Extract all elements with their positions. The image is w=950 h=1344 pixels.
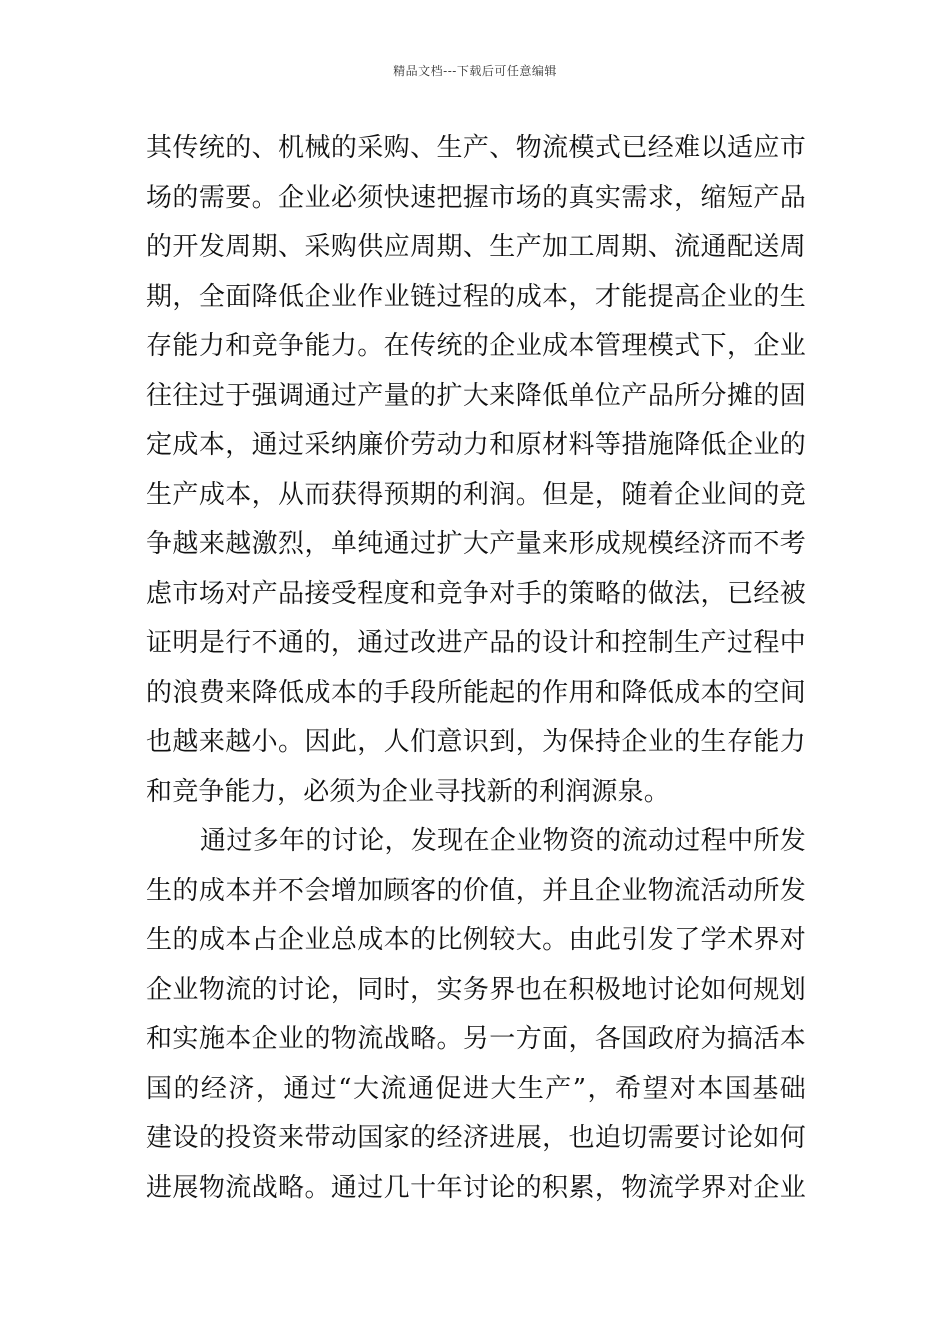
text-line: 往往过于强调通过产量的扩大来降低单位产品所分摊的固 — [146, 380, 806, 411]
text-line: 证明是行不通的，通过改进产品的设计和控制生产过程中 — [146, 628, 806, 658]
text-line: 也越来越小。因此，人们意识到，为保持企业的生存能力 — [146, 727, 806, 757]
document-body — [146, 124, 806, 1213]
text-line: 虑市场对产品接受程度和竞争对手的策略的做法，已经被 — [146, 578, 806, 609]
text-line: 期，全面降低企业作业链过程的成本，才能提高企业的生 — [146, 281, 806, 312]
text-line: 争越来越激烈，单纯通过扩大产量来形成规模经济而不考 — [146, 529, 806, 559]
text-line: 其传统的、机械的采购、生产、物流模式已经难以适应市 — [146, 133, 806, 163]
page-header: 精品文档---下载后可任意编辑 — [393, 64, 557, 78]
text-line: 定成本，通过采纳廉价劳动力和原材料等措施降低企业的 — [146, 430, 806, 460]
text-line: 和竞争能力，必须为企业寻找新的利润源泉。 — [146, 776, 671, 807]
text-line: 生的成本占企业总成本的比例较大。由此引发了学术界对 — [146, 925, 806, 955]
text-line: 的浪费来降低成本的手段所能起的作用和降低成本的空间 — [146, 677, 806, 708]
text-line: 通过多年的讨论，发现在企业物资的流动过程中所发 — [200, 826, 806, 856]
text-line: 国的经济，通过“大流通促进大生产”，希望对本国基础 — [146, 1073, 806, 1104]
paragraph — [146, 817, 806, 1213]
text-line: 的开发周期、采购供应周期、生产加工周期、流通配送周 — [146, 232, 806, 262]
text-line: 场的需要。企业必须快速把握市场的真实需求，缩短产品 — [146, 182, 806, 213]
text-line: 存能力和竞争能力。在传统的企业成本管理模式下，企业 — [146, 331, 806, 361]
text-line: 企业物流的讨论，同时，实务界也在积极地讨论如何规划 — [146, 974, 806, 1005]
text-line: 建设的投资来带动国家的经济进展，也迫切需要讨论如何 — [146, 1123, 806, 1153]
text-line: 生的成本并不会增加顾客的价值，并且企业物流活动所发 — [146, 875, 806, 906]
text-line: 进展物流战略。通过几十年讨论的积累，物流学界对企业 — [146, 1172, 806, 1203]
text-line: 和实施本企业的物流战略。另一方面，各国政府为搞活本 — [146, 1024, 806, 1054]
paragraph — [146, 124, 806, 817]
text-line: 生产成本，从而获得预期的利润。但是，随着企业间的竞 — [146, 479, 806, 510]
